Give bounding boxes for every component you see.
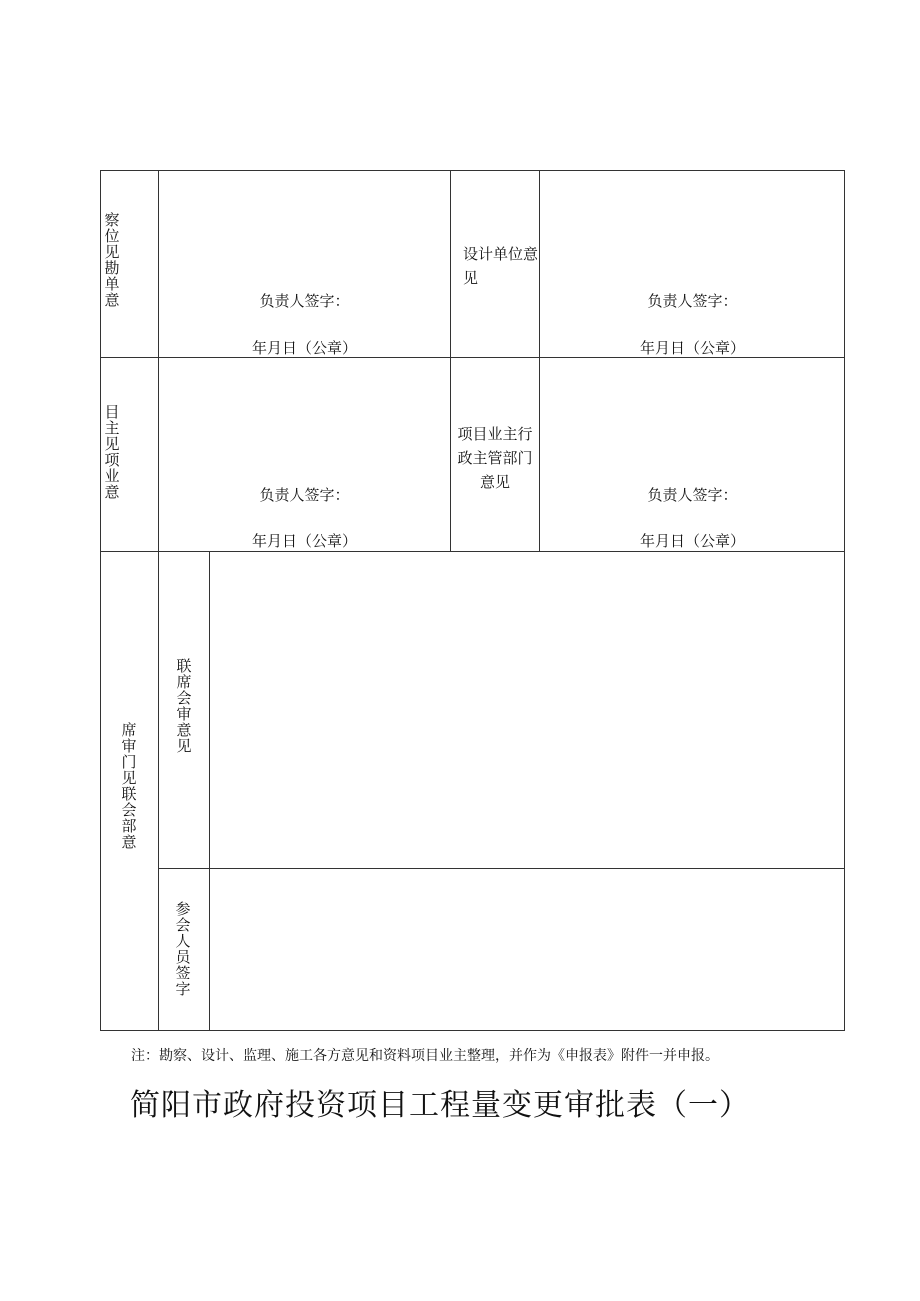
authority-label: 项目业主行政主管部门意见 <box>457 425 533 491</box>
survey-date-seal: 年月日（公章） <box>251 339 357 357</box>
owner-date-seal: 年月日（公章） <box>251 532 357 550</box>
form-note: 注：勘察、设计、监理、施工各方意见和资料项目业主整理，并作为《申报表》附件一并申报。 <box>131 1048 719 1064</box>
authority-date-seal: 年月日（公章） <box>639 532 745 550</box>
survey-signer-label: 负责人签字： <box>259 292 350 310</box>
attendees-signature-area[interactable] <box>210 869 845 1031</box>
design-unit-label: 设计单位意见 <box>463 245 539 287</box>
attendees-signature-label: 参会人员签字 <box>175 900 191 998</box>
project-owner-label: 目主见项业意 <box>104 403 120 501</box>
joint-review-opinion-label: 联席会审意见 <box>176 657 192 755</box>
owner-signer-label: 负责人签字： <box>259 486 350 504</box>
design-date-seal: 年月日（公章） <box>639 339 745 357</box>
joint-review-opinion-area[interactable] <box>210 552 845 868</box>
design-signer-label: 负责人签字： <box>647 292 738 310</box>
joint-department-label: 席审门见联会部意 <box>121 721 137 851</box>
authority-signer-label: 负责人签字： <box>647 486 738 504</box>
survey-unit-label: 察位见勘单意 <box>104 211 120 309</box>
form-title: 简阳市政府投资项目工程量变更审批表（一） <box>130 1088 750 1123</box>
